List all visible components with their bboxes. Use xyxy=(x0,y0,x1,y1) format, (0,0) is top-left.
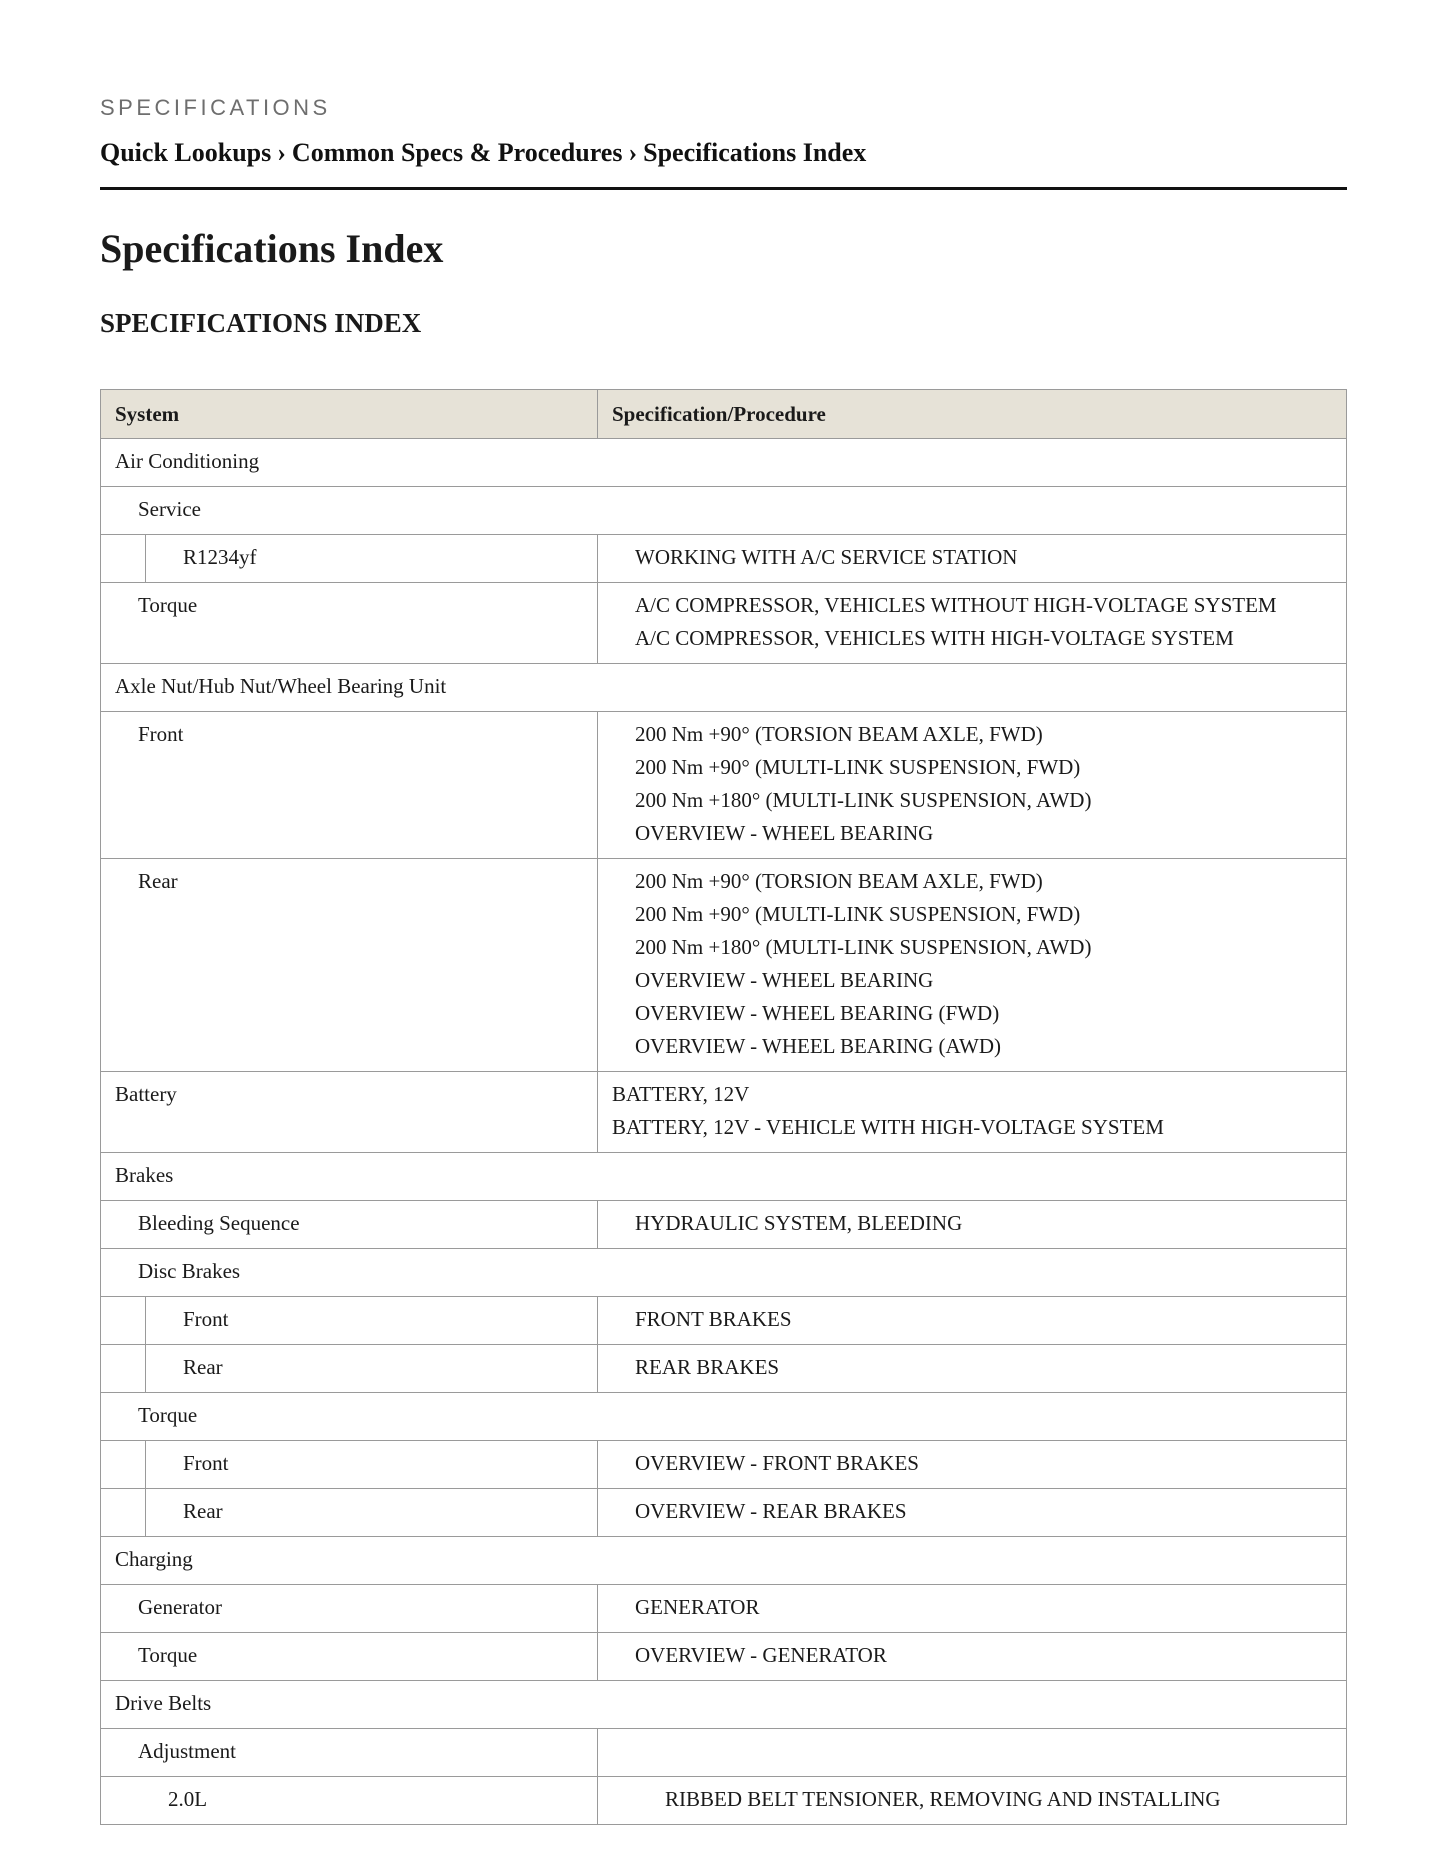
procedure-link[interactable]: BATTERY, 12V - VEHICLE WITH HIGH-VOLTAGE SYSTEM xyxy=(612,1115,1164,1139)
procedure-link[interactable]: 200 Nm +90° (TORSION BEAM AXLE, FWD) xyxy=(635,869,1043,893)
procedure-link[interactable]: 200 Nm +90° (MULTI-LINK SUSPENSION, FWD) xyxy=(635,755,1081,779)
table-row xyxy=(101,1585,1347,1633)
specifications-table xyxy=(100,389,1347,1825)
table-row xyxy=(101,1441,1347,1489)
system-label: Front xyxy=(138,722,184,746)
table-row xyxy=(101,583,1347,664)
system-cell xyxy=(101,1585,598,1633)
system-label: Torque xyxy=(138,593,198,617)
table-row xyxy=(101,1345,1347,1393)
procedure-cell xyxy=(598,1441,1347,1489)
column-header-procedure: Specification/Procedure xyxy=(598,390,1347,439)
breadcrumb-separator: › xyxy=(628,138,638,167)
system-label: 2.0L xyxy=(168,1787,208,1811)
system-label: Disc Brakes xyxy=(138,1259,241,1283)
system-label: Rear xyxy=(138,869,178,893)
procedure-link[interactable]: OVERVIEW - REAR BRAKES xyxy=(635,1499,907,1523)
system-cell xyxy=(101,1249,1347,1297)
system-cell xyxy=(101,1072,598,1153)
procedure-list xyxy=(598,1201,1346,1248)
table-header-row xyxy=(101,390,1347,439)
procedure-link[interactable]: 200 Nm +90° (MULTI-LINK SUSPENSION, FWD) xyxy=(635,902,1081,926)
system-cell xyxy=(101,583,598,664)
procedure-link[interactable]: HYDRAULIC SYSTEM, BLEEDING xyxy=(635,1211,963,1235)
procedure-list xyxy=(598,1585,1346,1632)
procedure-link[interactable]: OVERVIEW - WHEEL BEARING (FWD) xyxy=(635,1001,1000,1025)
procedure-cell xyxy=(598,712,1347,859)
procedure-list xyxy=(598,1297,1346,1344)
system-cell xyxy=(101,859,598,1072)
procedure-cell xyxy=(598,1489,1347,1537)
system-label: Service xyxy=(138,497,201,521)
indent-gutter xyxy=(101,1441,146,1488)
system-label: Bleeding Sequence xyxy=(138,1211,300,1235)
system-label: Torque xyxy=(138,1403,198,1427)
procedure-cell xyxy=(598,535,1347,583)
system-label: R1234yf xyxy=(183,545,257,569)
procedure-cell xyxy=(598,1585,1347,1633)
system-label: Rear xyxy=(183,1499,223,1523)
table-row xyxy=(101,439,1347,487)
procedure-cell xyxy=(598,1345,1347,1393)
procedure-list xyxy=(598,583,1346,663)
system-cell xyxy=(101,1489,598,1537)
procedure-link[interactable]: 200 Nm +90° (TORSION BEAM AXLE, FWD) xyxy=(635,722,1043,746)
breadcrumb-quick-lookups[interactable]: Quick Lookups xyxy=(100,138,272,167)
procedure-link[interactable]: FRONT BRAKES xyxy=(635,1307,792,1331)
system-cell xyxy=(101,1537,1347,1585)
procedure-list xyxy=(598,712,1346,858)
system-cell xyxy=(101,1153,1347,1201)
procedure-link[interactable]: 200 Nm +180° (MULTI-LINK SUSPENSION, AWD) xyxy=(635,788,1092,812)
breadcrumb xyxy=(100,138,1347,168)
table-row xyxy=(101,1633,1347,1681)
table-row xyxy=(101,1297,1347,1345)
system-cell xyxy=(101,1297,598,1345)
breadcrumb-specifications-index: Specifications Index xyxy=(643,138,867,167)
system-cell xyxy=(101,1393,1347,1441)
indent-gutter xyxy=(101,1489,146,1536)
system-cell xyxy=(101,1729,598,1777)
header-divider xyxy=(100,187,1347,190)
procedure-link[interactable]: BATTERY, 12V xyxy=(612,1082,750,1106)
procedure-link[interactable]: A/C COMPRESSOR, VEHICLES WITHOUT HIGH-VOLTAGE SYSTEM xyxy=(635,593,1277,617)
procedure-link[interactable]: OVERVIEW - WHEEL BEARING (AWD) xyxy=(635,1034,1002,1058)
procedure-cell xyxy=(598,1297,1347,1345)
system-cell xyxy=(101,487,1347,535)
system-label: Front xyxy=(183,1307,229,1331)
procedure-link[interactable]: A/C COMPRESSOR, VEHICLES WITH HIGH-VOLTAGE SYSTEM xyxy=(635,626,1234,650)
procedure-link[interactable]: OVERVIEW - WHEEL BEARING xyxy=(635,821,934,845)
procedure-link[interactable]: 200 Nm +180° (MULTI-LINK SUSPENSION, AWD) xyxy=(635,935,1092,959)
nested-row xyxy=(101,1489,597,1536)
procedure-cell xyxy=(598,859,1347,1072)
procedure-list xyxy=(598,1633,1346,1680)
system-label: Drive Belts xyxy=(115,1691,212,1715)
table-row xyxy=(101,1072,1347,1153)
procedure-list xyxy=(598,1729,1346,1743)
column-header-system: System xyxy=(101,390,598,439)
procedure-link[interactable]: OVERVIEW - WHEEL BEARING xyxy=(635,968,934,992)
procedure-list xyxy=(598,1072,1346,1152)
procedure-link[interactable]: GENERATOR xyxy=(635,1595,760,1619)
table-row xyxy=(101,1729,1347,1777)
table-row xyxy=(101,1201,1347,1249)
table-row xyxy=(101,1249,1347,1297)
table-row xyxy=(101,664,1347,712)
system-cell xyxy=(101,439,1347,487)
procedure-link[interactable]: REAR BRAKES xyxy=(635,1355,780,1379)
system-cell xyxy=(101,1633,598,1681)
indent-gutter xyxy=(101,535,146,582)
procedure-cell xyxy=(598,1072,1347,1153)
table-row xyxy=(101,1681,1347,1729)
section-title: SPECIFICATIONS INDEX xyxy=(100,308,422,338)
nested-row xyxy=(101,1441,597,1488)
system-label: Adjustment xyxy=(138,1739,236,1763)
nested-row xyxy=(101,535,597,582)
table-row xyxy=(101,1777,1347,1825)
procedure-cell xyxy=(598,1201,1347,1249)
procedure-link[interactable]: OVERVIEW - GENERATOR xyxy=(635,1643,887,1667)
table-row xyxy=(101,1489,1347,1537)
system-label: Torque xyxy=(138,1643,198,1667)
system-cell xyxy=(101,1681,1347,1729)
system-label: Battery xyxy=(115,1082,177,1106)
system-cell xyxy=(101,712,598,859)
system-label: Generator xyxy=(138,1595,222,1619)
system-label: Brakes xyxy=(115,1163,174,1187)
breadcrumb-separator: › xyxy=(277,138,286,167)
procedure-cell xyxy=(598,1633,1347,1681)
procedure-list xyxy=(598,1489,1346,1536)
procedure-list xyxy=(598,535,1346,582)
system-label: Rear xyxy=(183,1355,223,1379)
system-label: Axle Nut/Hub Nut/Wheel Bearing Unit xyxy=(115,674,447,698)
table-row xyxy=(101,487,1347,535)
table-row xyxy=(101,1393,1347,1441)
system-label: Charging xyxy=(115,1547,193,1571)
indent-gutter xyxy=(101,1345,146,1392)
table-row xyxy=(101,712,1347,859)
procedure-list xyxy=(598,859,1346,1071)
system-label: Air Conditioning xyxy=(115,449,260,473)
nested-row xyxy=(101,1297,597,1344)
table-row xyxy=(101,1153,1347,1201)
procedure-list xyxy=(598,1345,1346,1392)
procedure-list xyxy=(598,1441,1346,1488)
nested-row xyxy=(101,1345,597,1392)
procedure-cell xyxy=(598,1729,1347,1777)
procedure-link[interactable]: RIBBED BELT TENSIONER, REMOVING AND INSTALLING xyxy=(665,1787,1221,1811)
system-cell xyxy=(101,1441,598,1489)
system-cell xyxy=(101,1345,598,1393)
table-row xyxy=(101,859,1347,1072)
procedure-link[interactable]: OVERVIEW - FRONT BRAKES xyxy=(635,1451,919,1475)
section-kicker: SPECIFICATIONS xyxy=(100,95,331,120)
table-body xyxy=(101,439,1347,1825)
indent-gutter xyxy=(101,1297,146,1344)
system-cell xyxy=(101,1777,598,1825)
table-row xyxy=(101,1537,1347,1585)
table-row xyxy=(101,535,1347,583)
system-cell xyxy=(101,1201,598,1249)
system-label: Front xyxy=(183,1451,229,1475)
breadcrumb-common-specs[interactable]: Common Specs & Procedures xyxy=(291,138,623,167)
page-title: Specifications Index xyxy=(100,226,444,271)
system-cell xyxy=(101,664,1347,712)
procedure-list xyxy=(598,1777,1346,1824)
system-cell xyxy=(101,535,598,583)
procedure-cell xyxy=(598,583,1347,664)
procedure-link[interactable]: WORKING WITH A/C SERVICE STATION xyxy=(635,545,1018,569)
procedure-cell xyxy=(598,1777,1347,1825)
